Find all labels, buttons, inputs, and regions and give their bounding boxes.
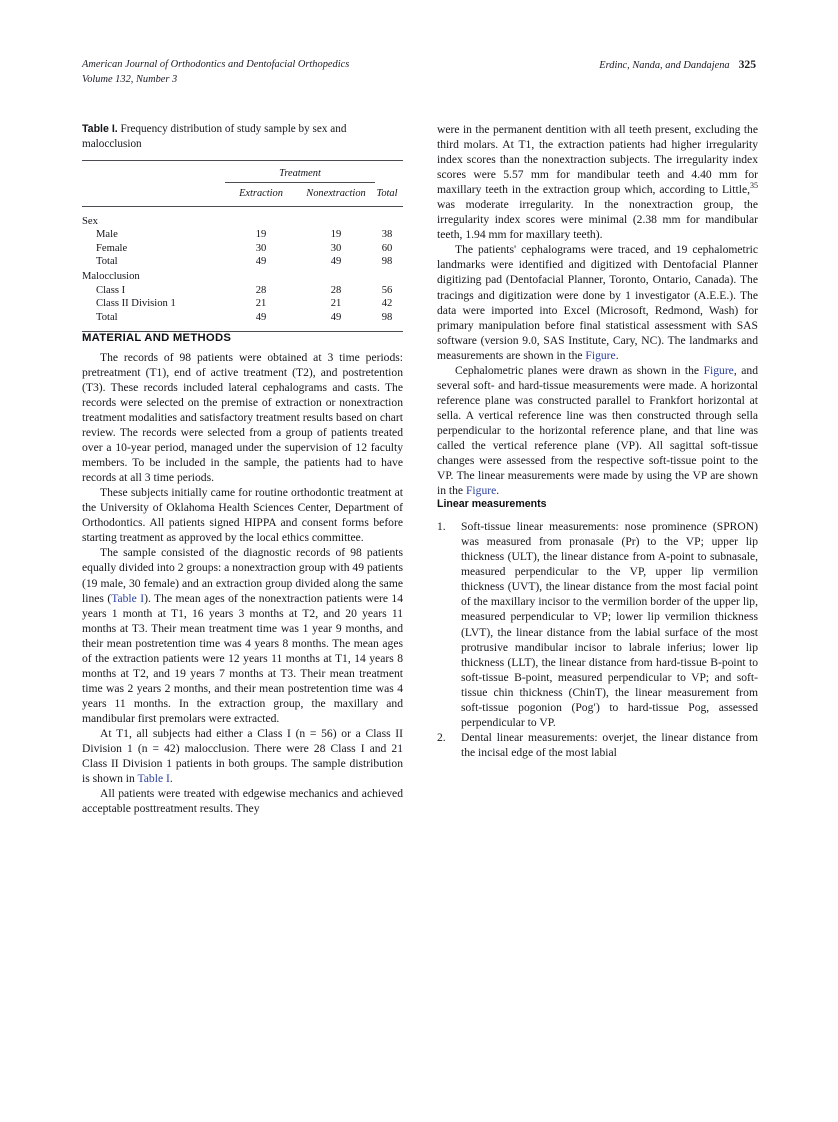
left-column <box>82 122 403 1102</box>
row-total: 42 <box>381 298 393 310</box>
table-span-header-row <box>82 161 403 181</box>
table-block <box>82 122 403 332</box>
figure-link[interactable]: Figure <box>465 484 497 498</box>
table-group-row <box>82 207 403 227</box>
running-head <box>82 58 756 94</box>
table-caption-text: Frequency distribution of study sample by sex and malocclusion <box>82 123 347 151</box>
figure-link[interactable]: Figure <box>703 363 734 377</box>
linear-measurements-list <box>437 519 758 760</box>
paragraph-malocclusion-text-b: . <box>169 772 173 786</box>
row-label: Total <box>96 311 118 323</box>
table-row <box>82 240 403 254</box>
paragraph-cephalograms <box>437 242 758 362</box>
paragraph-subjects: These subjects initially came for routine orthodontic treatment at the University of Oklahoma Health Sciences Center, Department of Orthodontics. All patients signed HIPPA and consent forms before starting treatment as approved by the local ethics committee. <box>82 486 403 545</box>
table-caption <box>82 122 403 153</box>
row-label: Total <box>96 256 118 268</box>
table-group-row <box>82 267 403 282</box>
row-total: 60 <box>381 242 393 254</box>
table-column-header-row <box>82 182 403 206</box>
subsection-heading-linear-measurements: Linear measurements <box>437 498 547 511</box>
table-i-link[interactable]: Table I <box>111 591 145 605</box>
section-heading-material-and-methods: MATERIAL AND METHODS <box>82 331 232 344</box>
column-header-extraction: Extraction <box>239 187 283 199</box>
list-item-marker: 1. <box>437 520 446 534</box>
paragraph-edgewise: All patients were treated with edgewise mechanics and achieved acceptable posttreatment results. They <box>82 787 403 816</box>
row-total: 98 <box>381 256 393 268</box>
list-item-marker: 2. <box>437 730 446 744</box>
paragraph-malocclusion-text-a: At T1, all subjects had either a Class I (n = 56) or a Class II Division 1 (n = 42) malocclusion. There were 28 Class I and 21 Class II Division 1 patients in both groups. The sample distribution is shown in <box>82 726 403 786</box>
journal-title: American Journal of Orthodontics and Dentofacial Orthopedics <box>82 59 350 70</box>
paragraph-dentition-text-b: was moderate irregularity. In the nonextraction group, the irregularity index scores were minimal (2.38 mm for mandibular teeth, 1.94 mm for maxillary teeth). <box>437 198 758 242</box>
running-head-authors: Erdinc, Nanda, and Dandajena <box>599 60 730 71</box>
table-row <box>82 254 403 268</box>
row-nonextraction: 49 <box>330 311 342 323</box>
row-extraction: 30 <box>255 242 267 254</box>
journal-volume-issue: Volume 132, Number 3 <box>82 73 178 85</box>
paragraph-cephalograms-text-a: The patients' cephalograms were traced, and 19 cephalometric landmarks were identified and digitized with Dentofacial Planner digitizing pad (Dentofacial Planner, Toronto, Ontario, Canada). The tracings and digitization were done by 1 investigator (A.E.E.). The data were imported into Excel (Microsoft, Redmond, Wash) for primary manipulation before final statistical assessment with SAS software (version 9.0, SAS Institute, Cary, NC). The landmarks and measurements are shown in the <box>437 243 758 362</box>
running-head-journal <box>82 58 349 87</box>
table-group-label-malocclusion: Malocclusion <box>82 271 140 283</box>
right-column <box>437 122 758 1102</box>
paragraph-sample-text-a: The sample consisted of the diagnostic records of 98 patients equally divided into 2 groups: a nonextraction group with 49 patients (19 male, 30 female) and an extraction group divided along the same lines ( <box>82 546 403 605</box>
row-extraction: 21 <box>255 298 267 310</box>
table-i-link[interactable]: Table I <box>137 772 170 786</box>
table-group-label-sex: Sex <box>82 215 98 227</box>
paragraph-dentition <box>437 122 758 242</box>
table-row <box>82 296 403 310</box>
table-row <box>82 282 403 296</box>
row-total: 56 <box>381 284 393 296</box>
paragraph-malocclusion <box>82 726 403 786</box>
table-row <box>82 309 403 331</box>
paragraph-records: The records of 98 patients were obtained at 3 time periods: pretreatment (T1), end of active treatment (T2), and postretention (T3). These records included lateral cephalograms and casts. The records were selected on the premise of extraction or nonextraction treatment modalities and satisfactory treatment results based on chart review. The records were selected from a group of patients treated over a 10-year period, managed under the supervision of 12 faculty members. To be included in the sample, the patients had to have records at all 3 time periods. <box>82 350 403 485</box>
column-header-nonextraction: Nonextraction <box>306 187 366 199</box>
article-columns <box>82 122 758 1102</box>
row-total: 98 <box>381 311 393 323</box>
row-label: Class I <box>96 284 126 296</box>
list-item <box>437 730 758 760</box>
row-total: 38 <box>381 229 393 241</box>
paragraph-planes-text-c: . <box>496 484 500 498</box>
reference-marker-35[interactable]: 35 <box>750 181 758 191</box>
row-nonextraction: 21 <box>330 298 342 310</box>
paragraph-sample <box>82 545 403 726</box>
table-label: Table I. <box>82 123 118 135</box>
paragraph-planes-text-a: Cephalometric planes were drawn as shown in the <box>455 363 704 377</box>
row-label: Class II Division 1 <box>96 298 176 310</box>
paragraph-planes-text-b: , and several soft- and hard-tissue measurements were made. A horizontal reference plane was constructed parallel to Frankfort horizontal at sella. A vertical reference line was then constructed through sella perpendicular to the horizontal reference plane, and that line was called the vertical reference plane (VP). All sagittal soft-tissue changes were assessed from the respective soft-tissue point to the VP. The linear measurements were made by using the VP are shown in the <box>437 363 758 498</box>
row-label: Male <box>96 229 118 241</box>
table-row <box>82 227 403 241</box>
list-item-text: Dental linear measurements: overjet, the linear distance from the incisal edge of the most labial <box>461 730 758 759</box>
row-nonextraction: 19 <box>330 229 342 241</box>
row-extraction: 28 <box>255 284 267 296</box>
row-label: Female <box>96 242 128 254</box>
paragraph-dentition-text-a: were in the permanent dentition with all teeth present, excluding the third molars. At T1, the extraction patients had higher irregularity index scores than the nonextraction subjects. The irregularity index scores were 5.57 mm for mandibular teeth and 4.40 mm for maxillary teeth in the extraction group which, according to Little, <box>437 123 758 197</box>
row-extraction: 49 <box>255 311 267 323</box>
row-nonextraction: 28 <box>330 284 342 296</box>
figure-link[interactable]: Figure <box>585 348 616 362</box>
row-extraction: 49 <box>255 256 267 268</box>
running-head-right <box>599 58 756 74</box>
paragraph-cephalograms-text-b: . <box>615 348 619 362</box>
frequency-distribution-table <box>82 160 403 332</box>
row-nonextraction: 49 <box>330 256 342 268</box>
table-span-header-treatment: Treatment <box>279 167 321 179</box>
list-item-text: Soft-tissue linear measurements: nose prominence (SPRON) was measured from pronasale (Pr) to the VP; upper lip thickness (ULT), the linear distance from A-point to subnasale, measured perpendicular to the VP, upper lip vermilion thickness (UVT), the linear distance from the most facial point of the maxillary incisor to the vermilion border of the upper lip, measured perpendicular to VP; lower lip vermilion thickness (LVT), the linear distance from the labial surface of the most protrusive mandibular incisor to labrale inferius; lower lip thickness (LLT), the linear distance from hard-tissue B-point to soft-tissue B-point, measured perpendicular to VP; and soft-tissue chin thickness (ChinT), the linear measurement from soft-tissue pogonion (Pog′) to hard-tissue Pog, assessed perpendicular to VP. <box>461 520 758 729</box>
column-header-total: Total <box>376 187 398 199</box>
page-number: 325 <box>738 58 756 71</box>
list-item <box>437 519 758 730</box>
paragraph-sample-text-b: ). The mean ages of the nonextraction patients were 14 years 1 month at T1, 16 years 3 months at T2, and 20 years 11 months at T3. Their mean treatment time was 1 year 9 months, and their mean postretention time was 4 years 8 months. The mean ages of the extraction patients were 12 years 11 months at T1, 14 years 8 months at T2, and 19 years 7 months at T3. Their mean treatment time was 2 years 2 months, and their mean postretention time was 4 years 11 months. In the extraction group, the maxillary and mandibular first premolars were extracted. <box>82 591 403 725</box>
paragraph-planes <box>437 363 758 498</box>
row-extraction: 19 <box>255 229 267 241</box>
row-nonextraction: 30 <box>330 242 342 254</box>
